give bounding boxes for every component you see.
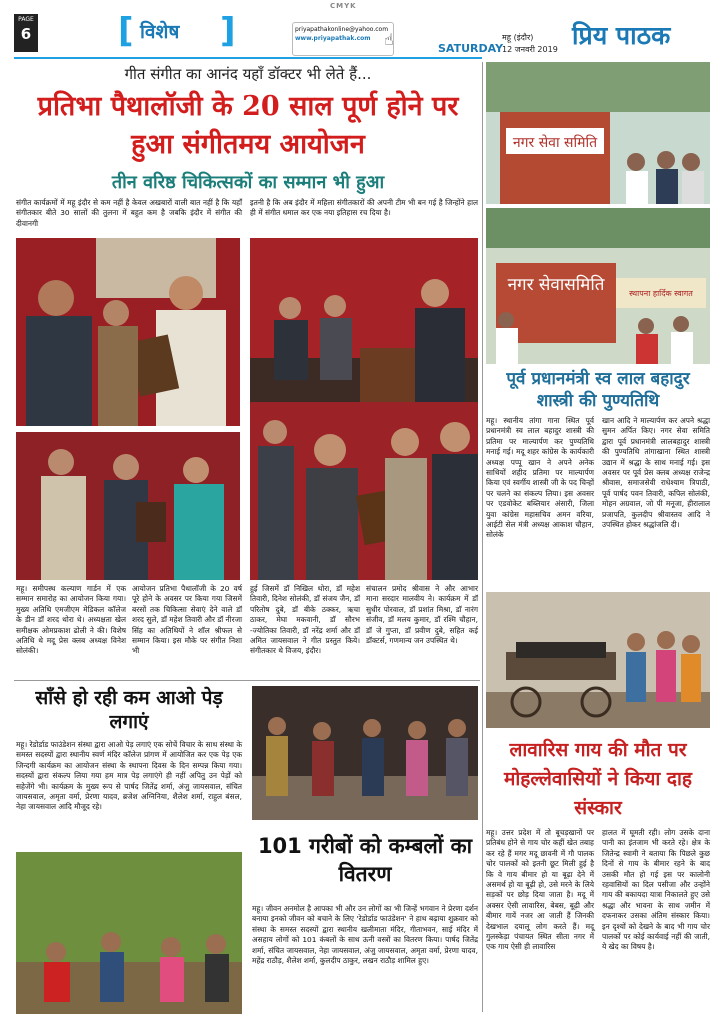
masthead-rule xyxy=(14,57,482,59)
cow-body-col1: महू। उत्तर प्रदेश में तो बूचड़खानों पर प्रतिबंध होने से गाय चोर कहीं खेत तबाह कर रहे हैं मगर मदू छावनी में गौ पालक चोर पालकों को इतनी छूट मिली हुई है कि वे गाय बीमार हो या बूढ़ा देने में असमर्थ हो या बूढ़ी हो, उसे मरने के लिये सड़कों पर छोड़ दिया जाता है। मदू में अक्सर ऐसी लावारिस, बेबस, बूढ़ी और बीमार गायें नजर आ जाती हैं जिनकी देखभाल दयालू लोग करते हैं। मदू गुलस्केड़ा पंचायत स्थित सीता नगर में एक गाय ऐसी ही लावारिस xyxy=(486,828,594,952)
banner-text-2: नगर सेवासमिति xyxy=(507,275,605,295)
lead-body-col2: आयोजन प्रतिभा पैथालॉजी के 20 वर्ष पूरे होने के अवसर पर किया गया जिसमें बरसों तक चिकित्सा सेवाएं देने वाले डॉ शरद सुले, डॉ महेश तिवारी और डॉ नीरजा सिंह का अतिथियों ने शॉल श्रीफल से सम्मान किया। इस मौके पर संगीत निशा भी xyxy=(132,584,242,656)
cmyk-label: CMYK xyxy=(330,2,357,10)
lead-body-col4: संचालन प्रमोद श्रीवास ने और आभार माना सरदार मालवीय ने। कार्यक्रम में डॉ सुधीर पोरवाल, डॉ प्रशांत मिश्रा, डॉ नारंग संजीव, डॉ मलय कुमार, डॉ रश्मि चौहान, डॉ जे गुप्ता, डॉ प्रवीण दुबे, सहित कई डॉक्टर्स, गणमान्य जन उपस्थित थे। xyxy=(366,584,478,646)
cow-body-col2: हालत में घूमती रही। लोग उसके दाना पानी का इंतजाम भी करते रहे। क्षेत्र के जितेन्द्र स्वामी ने बताया कि पिछले कुछ दिनों से गाय के बीमार रहने के बाद उसकी मौत हो गई इस पर कालोनी रहवासियों का दिल पसीजा और उन्होंने गाय की बकायदा यात्रा निकालते हुए उसे श्रद्धा और भावना के साथ जमीन में दफनाकर उसका अंतिम संस्कार किया। इन दृश्यों को देखने के बाद भी गाय चोर पालकों पर कोई कार्यवाई नहीं की जाती, ये खेद का विषय है। xyxy=(602,828,710,952)
banner-text-1: नगर सेवा समिति xyxy=(512,135,598,151)
award-photo-2 xyxy=(250,238,478,426)
lead-body-col3: हुई जिसमें डॉ निखिल थोरा, डॉ महेश तिवारी, दिनेश सोलंकी, डॉ संजय जैन, डॉ परितोष दुबे, डॉ बीके ठक्कर, ऋचा ठाकर, मेघा मकवानी, डॉ सौरभ -ज्योतिका तिवारी, डॉ नरेंद्र शर्मा और डॉ अमित जायसवाल ने गीत प्रस्तुत किये। संगीतकार थे विजय, इंदौर। xyxy=(250,584,360,656)
tree-body: महू। रेडोर्डाड फाउंडेशन संस्था द्वारा आओ पेड़ लगाएं एक सोचें विचार के साथ संस्था के समस्त सदस्यों द्वारा स्थानीय स्वर्ण मंदिर कॉलेज प्रांगण में आयोजित कर एक पेड़ एक जिन्दगी कार्यक्रम का आयोजन संस्था के स्थापना दिवस के दिन सम्पन्न किया गया। सदस्यों द्वारा संकल्प लिया गया हम मात्र पेड़ लगाएंगे ही नहीं अपितु उन पेड़ों को सहेजेंगे भी। कार्यक्रम के मुख्य रूप से पार्षद जितेंद्र शर्मा, अंजु जायसवाल, संचित जायसवाल, अमृता वर्मा, प्रेरणा यादव, ब्रजेश अग्निनिया, शैलेश शर्मा, राहुल बंसल, नेहा जायसवाल आदि मौजूद रहे। xyxy=(16,740,242,812)
bracket-left-icon: [ xyxy=(118,11,134,51)
shastri-photo-1 xyxy=(486,62,710,204)
award-photo-4 xyxy=(250,402,478,580)
banner-text-2b: स्थापना हार्दिक स्वागत xyxy=(629,289,693,298)
cow-headline: लावारिस गाय की मौत पर मोहल्लेवासियों ने किया दाह संस्कार xyxy=(504,739,692,819)
cow-cremation-photo xyxy=(486,592,710,728)
shastri-photo-2 xyxy=(486,208,710,364)
lead-headline: प्रतिभा पैथालॉजी के 20 साल पूर्ण होने पर हुआ संगीतमय आयोजन xyxy=(37,91,459,160)
pointing-hand-icon: ☝ xyxy=(384,30,394,49)
location-label: महू (इंदौर) xyxy=(502,33,534,42)
shastri-body-col1: महू। स्थानीय तांगा गाना स्थित पूर्व प्रधानमंत्री स्व लाल बहादुर शास्त्री की प्रतिमा पर माल्यार्पण कर पुण्यतिथि मनाई गई। मदू शहर कांग्रेस के कार्यकारी अध्यक्ष पप्पू खान ने अपने अनेक साथियों शहीद प्रतिमा पर माल्यार्पण किया एवं स्वर्गीय शास्त्री जी के पद चिन्हों पर चलने का संकल्प लिया। इस अवसर पर एडवोकेट बब्लियार अंसारी, जिला युवा कांग्रेस महासचिव अमन वरिया, आईटी सेल मंत्री अध्यक्ष आकाश चौहान, सोलंके xyxy=(486,416,594,540)
lead-body-col1: महू। समीपस्थ कल्याण गार्डन में एक सम्मान समारोह का आयोजन किया गया। मुख्य अतिथि एमजीएम मेडिकल कॉलेज के डीन डॉ शरद थोरा थे। अध्यक्षता खेल समीक्षक ओमप्रकाश ढोली ने की। विशेष अतिथि थे मदू प्रेस क्लब अध्यक्ष विनेश सोलंकी। xyxy=(16,584,126,656)
blanket-body: महू। जीवन अनमोल है आपका भी और उन लोगों का भी जिन्हें भगवान ने प्रेरणा दर्शन बनाया इनको जीवन को बचाने के लिए 'रेडोर्डाड फाउंडेशन' ने हाथ बढ़ाया शुक्रवार को संस्था के समस्त सदस्यों द्वारा स्थानीय खलीमाता मंदिर, गीताभवन, साई मंदिर में असहाय लोगों को 101 कंबलों के साथ ऊनी वस्त्रों का वितरण किया। पार्षद जितेंद्र शर्मा, संचित जायसवाल, नेहा जायसवाल, अंजु जायसवाल, अमृता वर्मा, प्रेरणा यादव, महेंद्र राठौड़, शैलेश शर्मा, कुलदीप ठाकुर, लखन राठौड़ शामिल हुए। xyxy=(252,904,478,966)
page-number-box xyxy=(14,14,38,52)
section-title: विशेष xyxy=(140,21,180,43)
day-label: SATURDAY xyxy=(438,42,504,55)
lead-intro-left: संगीत कार्यक्रमों में महू इंदौर से कम नहीं है केवल अखबारों वाली बात नहीं है कि यहाँ संगीतकार बीते 30 सालों की तुलना में बहुत कम है जबकि इंदौर में संगीत की दीवानगी xyxy=(16,198,242,228)
website-link[interactable]: www.priyapathak.com xyxy=(295,35,371,42)
column-divider xyxy=(482,62,483,1012)
page-label: PAGE xyxy=(18,16,34,23)
tree-planting-photo xyxy=(16,852,242,1014)
email-link[interactable]: priyapathakonline@yahoo.com xyxy=(295,26,389,33)
bracket-right-icon: ] xyxy=(220,11,236,51)
date-label: 12 जनवरी 2019 xyxy=(502,45,558,54)
newspaper-logo: प्रिय पाठक xyxy=(572,21,671,50)
shastri-body-col2: खान आदि ने माल्यार्पण कर अपने श्रद्धा सुमन अर्पित किए। नगर सेवा समिति द्वारा पूर्व प्रधानमंत्री लालबहादुर शास्त्री की पुण्यतिथि तांगाखाना स्थित शास्त्री उद्यान में श्रद्धा के साथ मनाई गई। इस अवसर पर पूर्व प्रेस क्लब अध्यक्ष राजेन्द्र श्रीवास, समाजसेवी राधेश्याम त्रिपाठी, पूर्व पार्षद पवन तिवारी, कपिल सोलंकी, मोहन अग्रवाल, जो पी मनूजा, हीरालाल प्रजापति, कुलदीप श्रीवास्तव आदि ने उपस्थित होकर श्रद्धांजलि दी। xyxy=(602,416,710,530)
tree-headline: साँसे हो रही कम आओ पेड़ लगाएं xyxy=(35,687,223,733)
lead-intro-right: इतनी है कि अब इंदौर में महिला संगीतकारों की अपनी टीम भी बन गई है जिन्होंने हाल ही में संगीत धमाल कर एक नया इतिहास रच दिया है। xyxy=(250,198,478,218)
section-divider xyxy=(14,680,480,681)
blanket-distribution-photo xyxy=(252,686,478,820)
lead-kicker: गीत संगीत का आनंद यहाँ डॉक्टर भी लेते हैं... xyxy=(124,65,372,83)
page-number: 6 xyxy=(20,25,32,43)
blanket-headline: 101 गरीबों को कम्बलों का वितरण xyxy=(257,834,473,886)
award-photo-1 xyxy=(16,238,240,426)
contact-box xyxy=(292,22,394,56)
lead-subhead: तीन वरिष्ठ चिकित्सकों का सम्मान भी हुआ xyxy=(111,172,385,193)
award-photo-3 xyxy=(16,432,240,580)
shastri-headline: पूर्व प्रधानमंत्री स्व लाल बहादुर शास्त्री की पुण्यतिथि xyxy=(506,369,690,411)
